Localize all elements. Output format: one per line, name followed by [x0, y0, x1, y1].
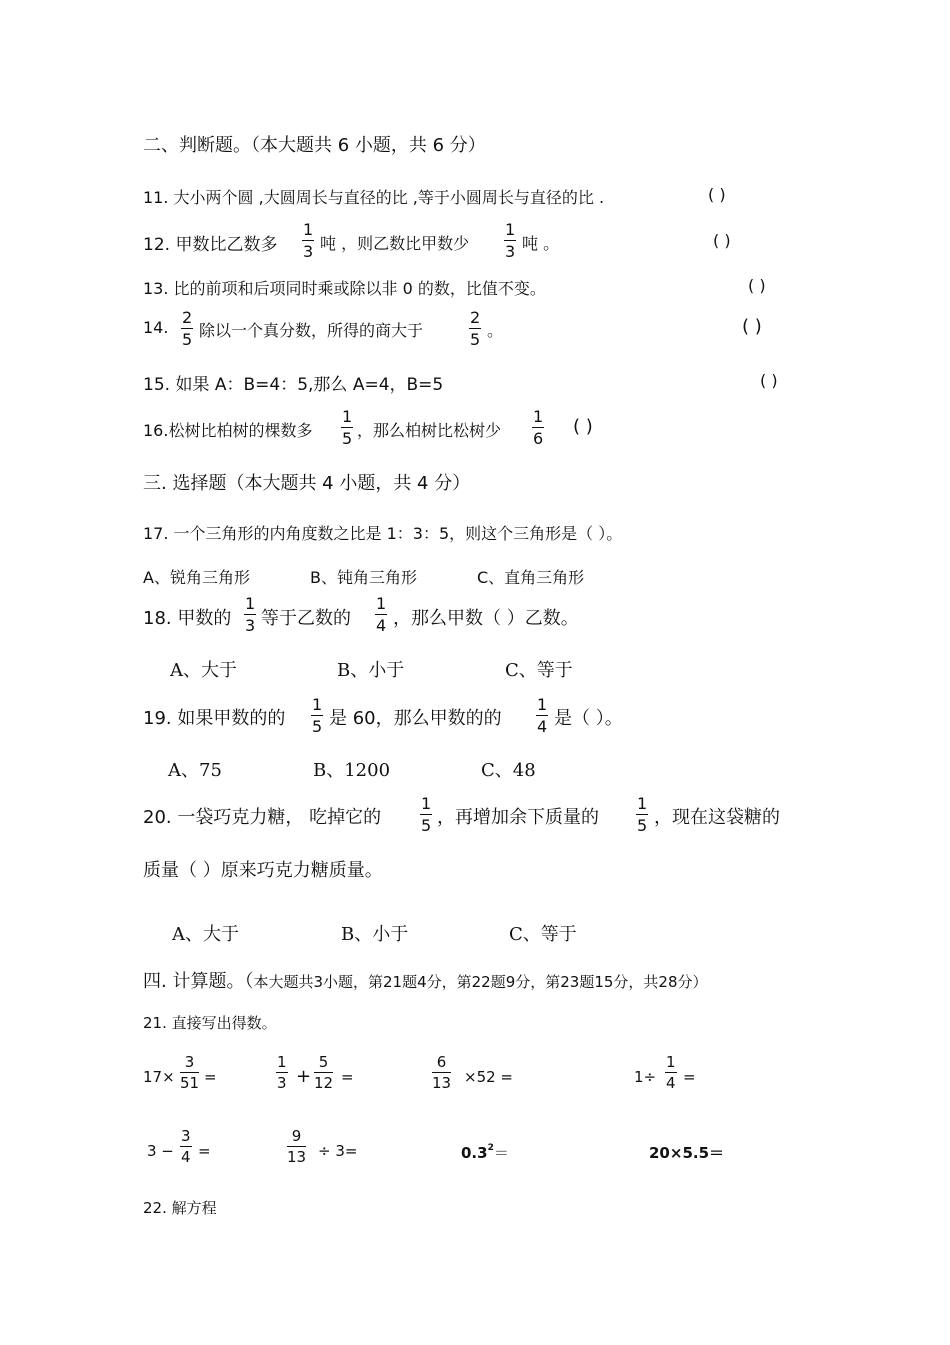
section-2-title: 二、判断题。（本大题共 6 小题，共 6 分） [143, 135, 486, 156]
option-c[interactable]: C、等于 [509, 924, 577, 945]
question-18-part3: ，那么甲数（ ）乙数。 [393, 608, 579, 629]
answer-blank-11[interactable]: ( ) [708, 185, 726, 204]
question-13: 13. 比的前项和后项同时乘或除以非 0 的数，比值不变。 [143, 279, 546, 298]
expr-3-suffix: ×52 = [464, 1068, 513, 1086]
question-12-part3: 吨 。 [522, 234, 560, 253]
fraction: 1 5 [421, 794, 432, 835]
option-a[interactable]: A、75 [168, 760, 222, 781]
option-c[interactable]: C、等于 [505, 660, 573, 681]
option-a[interactable]: A、锐角三角形 [143, 568, 250, 587]
option-c[interactable]: C、48 [481, 760, 536, 781]
option-b[interactable]: B、小于 [337, 660, 405, 681]
option-b[interactable]: B、钝角三角形 [310, 568, 417, 587]
question-16-part1: 16.松树比柏树的棵数多 [143, 421, 313, 440]
question-11: 11. 大小两个圆 ,大圆周长与直径的比 ,等于小圆周长与直径的比 . [143, 188, 605, 207]
section-4-title-detail: 本大题共3小题，第21题4分，第22题9分，第23题15分，共28分） [253, 973, 708, 991]
fraction: 6 13 [432, 1053, 452, 1092]
expr-7 [461, 1142, 509, 1163]
expr-1-prefix: 17× [143, 1068, 175, 1086]
expr-8: 20×5.5＝ [649, 1144, 725, 1162]
question-14-part3: 。 [487, 321, 504, 340]
expr-1-equals: = [204, 1068, 217, 1086]
option-b[interactable]: B、1200 [313, 760, 391, 781]
expr-5-equals: = [198, 1142, 211, 1160]
expr-7-equals: ＝ [493, 1144, 509, 1162]
option-c[interactable]: C、直角三角形 [477, 568, 585, 587]
question-20-part1: 20. 一袋巧克力糖， 吃掉它的 [143, 807, 382, 828]
fraction: 3 51 [180, 1053, 200, 1092]
section-4-title-main: 四. 计算题。（ [143, 971, 254, 992]
question-12-part2: 吨 ，则乙数比甲数少 [320, 234, 470, 253]
expr-4-equals: = [683, 1068, 696, 1086]
question-20-part2: ，再增加余下质量的 [437, 807, 599, 828]
answer-blank-16[interactable]: ( ) [573, 416, 593, 437]
fraction: 1 3 [245, 594, 256, 635]
fraction: 1 4 [376, 594, 387, 635]
question-14-part1: 14. [143, 318, 169, 337]
fraction: 5 12 [314, 1053, 334, 1092]
answer-blank-14[interactable]: ( ) [742, 316, 762, 337]
fraction: 1 3 [277, 1053, 287, 1092]
expr-7-base: 0.3 [461, 1144, 488, 1162]
section-4-title [143, 967, 708, 993]
question-22-title: 22. 解方程 [143, 1199, 217, 1217]
expr-5-prefix: 3 − [147, 1142, 174, 1160]
option-b[interactable]: B、小于 [341, 924, 409, 945]
fraction: 1 4 [666, 1053, 676, 1092]
fraction: 1 3 [505, 220, 516, 261]
fraction: 1 6 [533, 407, 544, 448]
question-19-part3: 是（ ）。 [554, 708, 623, 729]
question-12-part1: 12. 甲数比乙数多 [143, 235, 278, 255]
option-a[interactable]: A、大于 [172, 924, 239, 945]
question-18-part1: 18. 甲数的 [143, 608, 232, 629]
question-15: 15. 如果 A：B=4：5,那么 A=4，B=5 [143, 375, 444, 395]
fraction: 2 5 [182, 308, 193, 349]
expr-7-exponent: 2 [487, 1143, 494, 1153]
answer-blank-15[interactable]: ( ) [760, 371, 778, 390]
expr-6-suffix: ÷ 3= [318, 1142, 358, 1160]
question-19-part2: 是 60，那么甲数的的 [329, 708, 502, 729]
plus-sign: + [296, 1066, 312, 1087]
fraction: 9 13 [287, 1127, 307, 1166]
question-19-part1: 19. 如果甲数的的 [143, 708, 286, 729]
fraction: 1 5 [342, 407, 353, 448]
question-20-line2: 质量（ ）原来巧克力糖质量。 [143, 860, 383, 881]
question-18-part2: 等于乙数的 [261, 608, 351, 629]
question-17: 17. 一个三角形的内角度数之比是 1：3：5，则这个三角形是（ ）。 [143, 524, 623, 543]
expr-2-equals: = [341, 1068, 354, 1086]
fraction: 1 5 [312, 695, 323, 736]
section-3-title: 三. 选择题（本大题共 4 小题，共 4 分） [143, 473, 471, 494]
fraction: 1 3 [303, 220, 314, 261]
question-14-part2: 除以一个真分数，所得的商大于 [199, 321, 424, 340]
question-16-part2: ，那么柏树比松树少 [357, 421, 502, 440]
fraction: 3 4 [181, 1127, 191, 1166]
fraction: 1 5 [637, 794, 648, 835]
answer-blank-12[interactable]: ( ) [713, 231, 731, 250]
answer-blank-13[interactable]: ( ) [748, 276, 766, 295]
fraction: 1 4 [537, 695, 548, 736]
question-20-part3: ，现在这袋糖的 [654, 807, 780, 828]
question-21-title: 21. 直接写出得数。 [143, 1014, 277, 1032]
option-a[interactable]: A、大于 [170, 660, 237, 681]
fraction: 2 5 [470, 308, 481, 349]
expr-4-prefix: 1÷ [634, 1068, 657, 1086]
